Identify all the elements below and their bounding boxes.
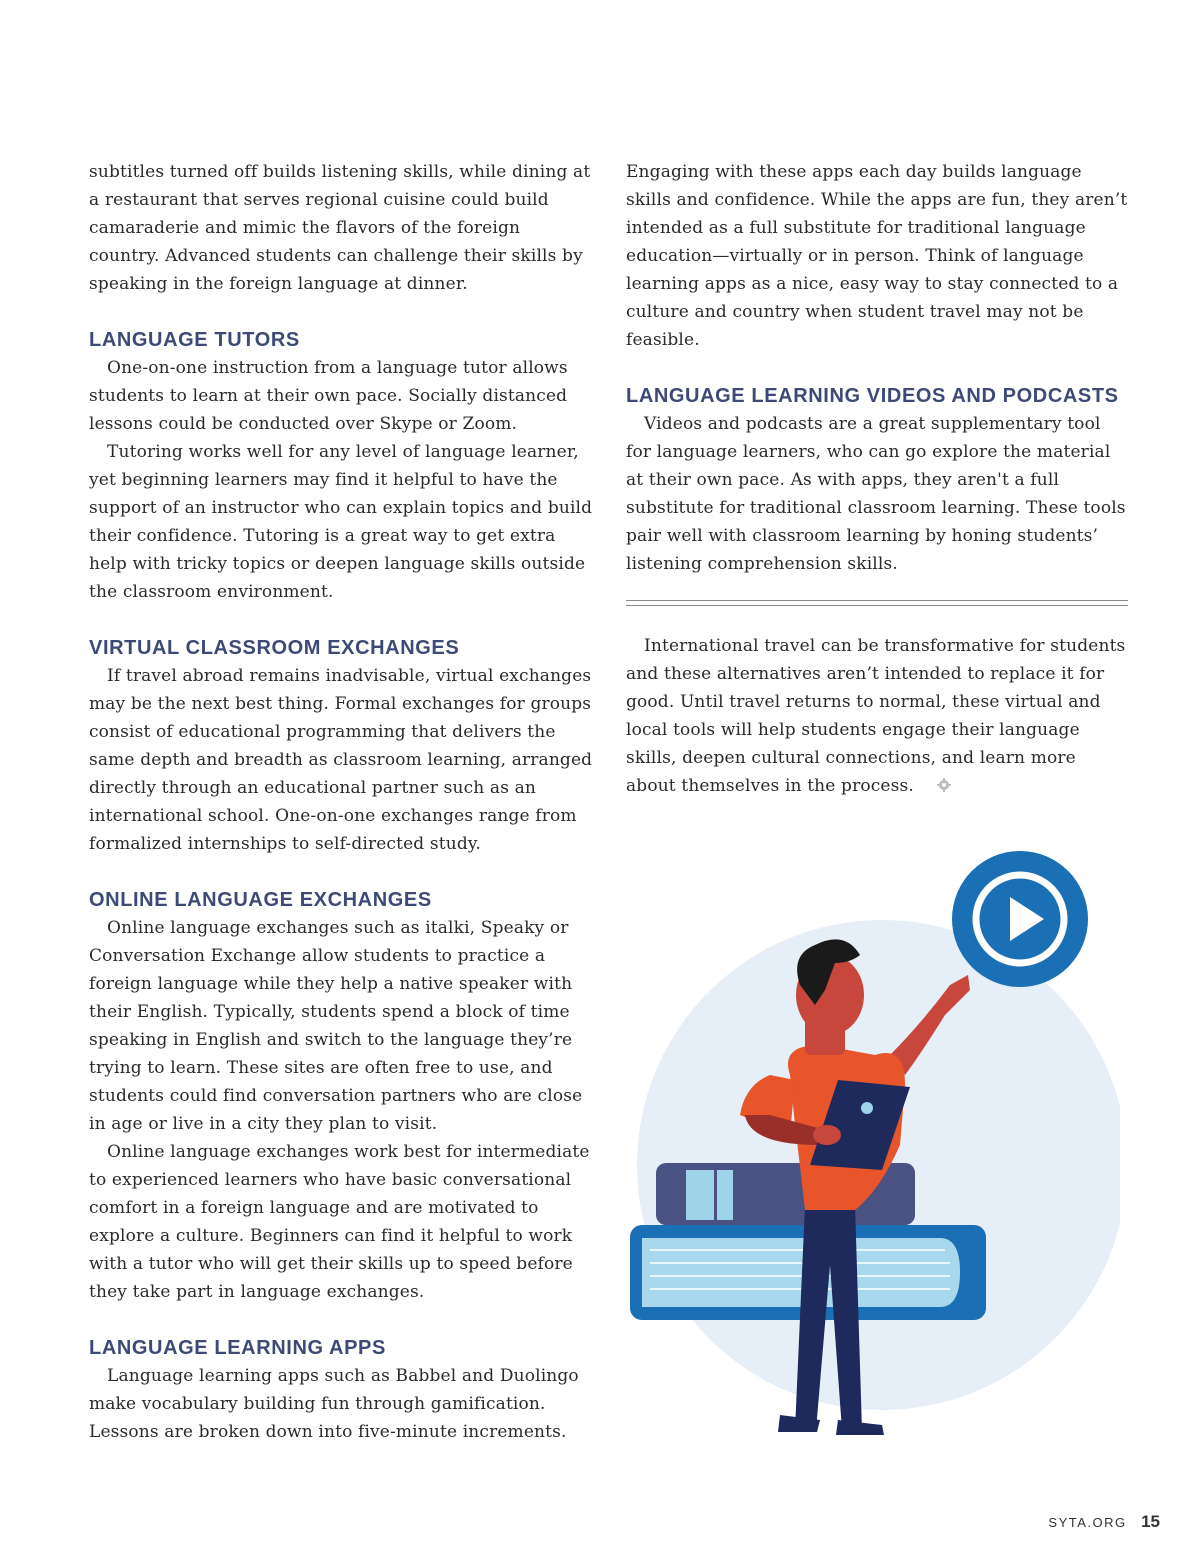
videos-paragraph: Videos and podcasts are a great supplementary tool for language learners, who can go explore the material at their own pace. As with apps, they aren't a full substitute for traditional classroom learning. These tools pair well with classroom learning by honing students’ listening comprehension skills.	[626, 414, 1126, 574]
online-paragraph-2: Online language exchanges work best for intermediate to experienced learners who have basic conversational comfort in a foreign language and are motivated to explore a culture. Beginners can find it helpful to work with a tutor who will get their skills up to speed before they take part in language exchanges.	[89, 1142, 590, 1302]
conclusion-paragraph: International travel can be transformative for students and these alternatives aren’t intended to replace it for good. Until travel returns to normal, these virtual and local tools will help students engage their language skills, deepen cultural connections, and learn more about themselves in the process.	[626, 632, 1131, 802]
student-with-tablet-illustration	[620, 845, 1120, 1445]
tutors-paragraph-1: One-on-one instruction from a language tutor allows students to learn at their own pace. Socially distanced lessons could be conducted over Skype or Zoom.	[89, 358, 568, 434]
right-column	[626, 158, 1131, 578]
apps-paragraph: Language learning apps such as Babbel and Duolingo make vocabulary building fun through gamification. Lessons are broken down into five-minute increments.	[89, 1366, 579, 1442]
intro-paragraph: subtitles turned off builds listening skills, while dining at a restaurant that serves regional cuisine could build camaraderie and mimic the flavors of the foreign country. Advanced students can challenge their skills by speaking in the foreign language at dinner.	[89, 162, 591, 294]
site-name: SYTA.ORG	[1048, 1515, 1127, 1530]
heading-language-learning-apps: LANGUAGE LEARNING APPS	[89, 1337, 386, 1359]
tutors-paragraph-2: Tutoring works well for any level of language learner, yet beginning learners may find it helpful to have the support of an instructor who can explain topics and build their confidence. Tutoring is a great way to get extra help with tricky topics or deepen language skills outside the classroom environment.	[89, 442, 593, 602]
heading-online-language-exchanges: ONLINE LANGUAGE EXCHANGES	[89, 889, 432, 911]
heading-language-tutors: LANGUAGE TUTORS	[89, 329, 300, 351]
heading-videos-and-podcasts: LANGUAGE LEARNING VIDEOS AND PODCASTS	[626, 385, 1119, 407]
left-column	[89, 158, 594, 1446]
section-divider	[626, 600, 1128, 606]
heading-virtual-classroom-exchanges: VIRTUAL CLASSROOM EXCHANGES	[89, 637, 460, 659]
apps-continued-paragraph: Engaging with these apps each day builds language skills and confidence. While the apps are fun, they aren’t intended as a full substitute for traditional language education—virtually or in person. Think of language learning apps as a nice, easy way to stay connected to a culture and country when student travel may not be feasible.	[626, 162, 1128, 350]
online-paragraph-1: Online language exchanges such as italki, Speaky or Conversation Exchange allow students to practice a foreign language while they help a native speaker with their English. Typically, students spend a block of time speaking in English and switch to the language they’re trying to learn. These sites are often free to use, and students could find conversation partners who are close in age or live in a city they plan to visit.	[89, 918, 583, 1134]
gear-icon	[918, 774, 952, 802]
page-footer	[1048, 1512, 1160, 1532]
page-number: 15	[1141, 1512, 1160, 1531]
play-icon	[952, 851, 1088, 987]
conclusion-block	[626, 632, 1131, 802]
virtual-paragraph: If travel abroad remains inadvisable, virtual exchanges may be the next best thing. Formal exchanges for groups consist of educational programming that delivers the same depth and breadth as classroom learning, arranged directly through an educational partner such as an international school. One-on-one exchanges range from formalized internships to self-directed study.	[89, 666, 593, 854]
